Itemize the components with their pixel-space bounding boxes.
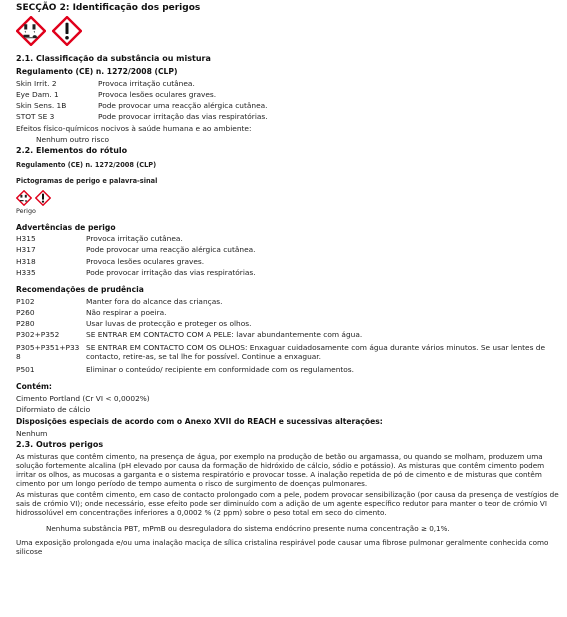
section-title: SECÇÃO 2: Identificação dos perigos	[16, 3, 201, 13]
effects-label: Efeitos físico-químicos nocivos à saúde humana e ao ambiente:	[16, 123, 252, 133]
signal-word: Perigo	[16, 206, 36, 215]
contains-item: Cimento Portland (Cr VI < 0,0002%)	[16, 393, 150, 403]
corrosion-pictogram-icon	[16, 190, 32, 206]
s21-heading: 2.1. Classificação da substância ou mistura	[16, 54, 211, 64]
list-item: P305+P351+P338 SE ENTRAR EM CONTACTO COM OS OLHOS: Enxaguar cuidadosamente com água durante vários minutos. Se usar lentes de contacto, retire-as, se tal lhe for possível. Continue a enxaguar.	[16, 342, 546, 361]
list-item: P102 Manter fora do alcance das crianças.	[16, 296, 223, 306]
exclamation-pictogram-icon	[52, 16, 82, 46]
corrosion-pictogram-icon	[16, 16, 46, 46]
s23-paragraph-2: As misturas que contêm cimento, em caso de contacto prolongado com a pele, podem provocar sensibilização (por causa da presença de vestígios de sais de crómio VI); onde necessário, esse efeito pode ser diminuído com a adição de um agente específico redutor para manter o teor de crómio VI hidrossolúvel em concentrações inferiores a 0,0002 % (2 ppm) sobre o peso total em seco do cimento.	[16, 490, 559, 518]
list-item: P260 Não respirar a poeira.	[16, 307, 167, 317]
list-item: H318 Provoca lesões oculares graves.	[16, 256, 205, 266]
hazard-statements-heading: Advertências de perigo	[16, 222, 116, 232]
effects-value: Nenhum outro risco	[36, 134, 110, 144]
pictogram-row-small	[16, 190, 561, 206]
contains-heading: Contém:	[16, 382, 52, 392]
contains-item: Diformiato de cálcio	[16, 405, 91, 415]
list-item: H317 Pode provocar uma reacção alérgica cutânea.	[16, 245, 256, 255]
hazard-statements-list	[16, 234, 561, 277]
pictogram-row-large	[16, 16, 561, 50]
list-item: P280 Usar luvas de protecção e proteger os olhos.	[16, 319, 252, 329]
s22-heading: 2.2. Elementos do rótulo	[16, 146, 128, 156]
precautionary-statements-heading: Recomendações de prudência	[16, 285, 144, 295]
s21-regulation: Regulamento (CE) n. 1272/2008 (CLP)	[16, 67, 178, 77]
s23-paragraph-3: Nenhuma substância PBT, mPmB ou desreguladora do sistema endócrino presente numa concentração ≥ 0,1%.	[46, 524, 450, 534]
sds-section-2	[16, 3, 561, 558]
list-item: Eye Dam. 1 Provoca lesões oculares graves.	[16, 89, 217, 99]
list-item: H335 Pode provocar irritação das vias respiratórias.	[16, 267, 256, 277]
s22-regulation: Regulamento (CE) n. 1272/2008 (CLP)	[16, 161, 157, 170]
pictograms-label: Pictogramas de perigo e palavra-sinal	[16, 177, 158, 186]
exclamation-pictogram-icon	[35, 190, 51, 206]
list-item: Skin Sens. 1B Pode provocar uma reacção alérgica cutânea.	[16, 101, 268, 111]
s23-paragraph-1: As misturas que contêm cimento, na presença de água, por exemplo na produção de betão ou argamassa, ou quando se molham, produzem uma solução fortemente alcalina (pH elevado por causa da formação de hidróxido de cálcio, sódio e potássio). As misturas que contêm cimento podem irritar os olhos, as mucosas a garganta e o sistema respiratório e provocar tosse. A inalação repetida de pó de cimento e de misturas que contêm cimento por um longo período de tempo aumenta o risco de surgimento de doenças pulmonares.	[16, 452, 545, 489]
s21-classification-list	[16, 79, 561, 122]
s23-heading: 2.3. Outros perigos	[16, 440, 104, 450]
list-item: P302+P352 SE ENTRAR EM CONTACTO COM A PELE: lavar abundantemente com água.	[16, 330, 363, 340]
list-item: STOT SE 3 Pode provocar irritação das vias respiratórias.	[16, 112, 268, 122]
annex-value: Nenhum	[16, 428, 48, 438]
list-item: Skin Irrit. 2 Provoca irritação cutânea.	[16, 78, 195, 88]
precautionary-statements-list	[16, 297, 561, 375]
s23-paragraph-4: Uma exposição prolongada e/ou uma inalação maciça de sílica cristalina respirável pode causar uma fibrose pulmonar geralmente conhecida como silicose	[16, 538, 549, 557]
list-item: P501 Eliminar o conteúdo/ recipiente em conformidade com os regulamentos.	[16, 365, 355, 375]
annex-heading: Disposições especiais de acordo com o Anexo XVII do REACH e sucessivas alterações:	[16, 417, 383, 427]
list-item: H315 Provoca irritação cutânea.	[16, 234, 183, 244]
